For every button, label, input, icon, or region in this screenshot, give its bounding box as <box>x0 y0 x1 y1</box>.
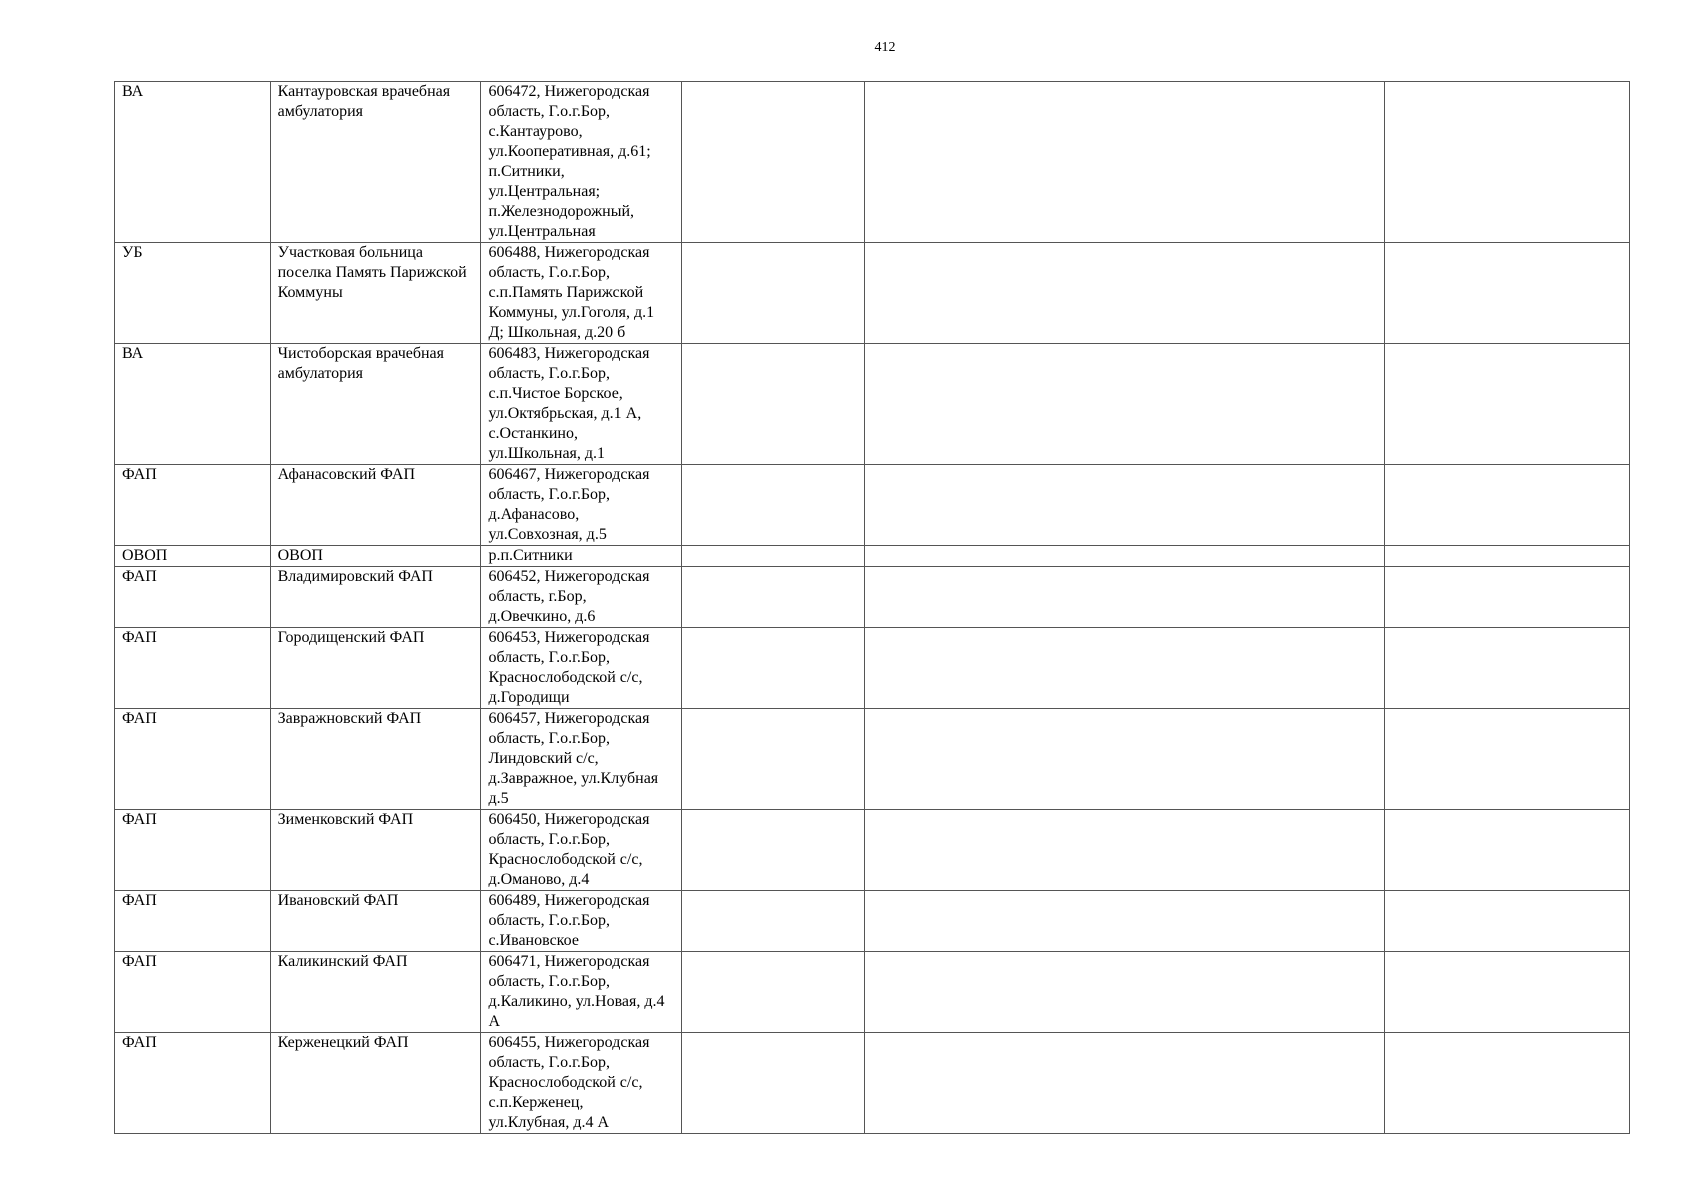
facility-name-cell: Афанасовский ФАП <box>270 465 481 546</box>
facility-address-cell <box>481 810 682 891</box>
facility-address-cell <box>481 567 682 628</box>
address-line: 606483, Нижегородская <box>488 345 650 362</box>
facility-type-cell: ФАП <box>115 465 271 546</box>
address-line: с.Ивановское <box>488 932 579 949</box>
address-line: п.Ситники, <box>488 163 565 180</box>
facility-address-cell <box>481 344 682 465</box>
empty-cell-5 <box>864 1033 1384 1134</box>
address-line: п.Железнодорожный, <box>488 203 634 220</box>
address-line: область, Г.о.г.Бор, <box>488 1054 611 1071</box>
address-line: область, Г.о.г.Бор, <box>488 973 611 990</box>
address-line: область, Г.о.г.Бор, <box>488 103 611 120</box>
facility-name-cell: ОВОП <box>270 546 481 567</box>
empty-cell-4 <box>682 567 865 628</box>
facilities-table <box>114 81 1630 1134</box>
address-line: с.п.Память Парижской <box>488 284 644 301</box>
address-line: с.п.Чистое Борское, <box>488 385 623 402</box>
facility-address-cell <box>481 709 682 810</box>
table-row <box>115 891 1630 952</box>
table-row <box>115 1033 1630 1134</box>
facility-address-cell <box>481 465 682 546</box>
facility-name-cell: Участковая больница поселка Память Парижской Коммуны <box>270 243 481 344</box>
empty-cell-4 <box>682 243 865 344</box>
facility-address-cell <box>481 243 682 344</box>
table-row <box>115 344 1630 465</box>
facility-address-cell <box>481 1033 682 1134</box>
address-line: 606452, Нижегородская <box>488 568 650 585</box>
address-line: д.5 <box>488 790 509 807</box>
address-line: ул.Клубная, д.4 А <box>488 1114 610 1131</box>
facility-name-cell: Чистоборская врачебная амбулатория <box>270 344 481 465</box>
facility-type-cell: ФАП <box>115 628 271 709</box>
empty-cell-4 <box>682 465 865 546</box>
address-line: область, Г.о.г.Бор, <box>488 264 611 281</box>
facility-name-cell: Ивановский ФАП <box>270 891 481 952</box>
address-line: 606453, Нижегородская <box>488 629 650 646</box>
empty-cell-6 <box>1384 1033 1629 1134</box>
facility-name-cell: Городищенский ФАП <box>270 628 481 709</box>
address-line: 606489, Нижегородская <box>488 892 650 909</box>
empty-cell-4 <box>682 810 865 891</box>
address-line: 606457, Нижегородская <box>488 710 650 727</box>
empty-cell-6 <box>1384 344 1629 465</box>
address-line: Линдовский с/с, <box>488 750 599 767</box>
empty-cell-5 <box>864 567 1384 628</box>
address-line: ул.Центральная <box>488 223 596 240</box>
empty-cell-4 <box>682 546 865 567</box>
address-line: 606467, Нижегородская <box>488 466 650 483</box>
address-line: 606455, Нижегородская <box>488 1034 650 1051</box>
address-line: область, Г.о.г.Бор, <box>488 486 611 503</box>
address-line: ул.Школьная, д.1 <box>488 445 606 462</box>
empty-cell-5 <box>864 344 1384 465</box>
address-line: ул.Кооперативная, д.61; <box>488 143 651 160</box>
facility-name-cell: Зименковский ФАП <box>270 810 481 891</box>
address-line: 606450, Нижегородская <box>488 811 650 828</box>
facility-type-cell: ФАП <box>115 709 271 810</box>
table-body <box>115 82 1630 1134</box>
address-line: 606471, Нижегородская <box>488 953 650 970</box>
table-row <box>115 628 1630 709</box>
empty-cell-6 <box>1384 628 1629 709</box>
address-line: Краснослободской с/с, <box>488 669 643 686</box>
empty-cell-5 <box>864 628 1384 709</box>
empty-cell-6 <box>1384 546 1629 567</box>
table-row <box>115 546 1630 567</box>
empty-cell-4 <box>682 628 865 709</box>
empty-cell-6 <box>1384 82 1629 243</box>
facility-address-cell <box>481 82 682 243</box>
table-row <box>115 567 1630 628</box>
table-row <box>115 810 1630 891</box>
address-line: ул.Центральная; <box>488 183 601 200</box>
facility-address-cell <box>481 891 682 952</box>
facility-name-cell: Завражновский ФАП <box>270 709 481 810</box>
address-line: А <box>488 1013 500 1030</box>
empty-cell-6 <box>1384 952 1629 1033</box>
facility-type-cell: ФАП <box>115 1033 271 1134</box>
facility-type-cell: ВА <box>115 82 271 243</box>
address-line: с.Кантаурово, <box>488 123 583 140</box>
facility-name-cell: Каликинский ФАП <box>270 952 481 1033</box>
empty-cell-4 <box>682 952 865 1033</box>
address-line: Краснослободской с/с, <box>488 851 643 868</box>
table-row <box>115 243 1630 344</box>
facility-name-cell: Владимировский ФАП <box>270 567 481 628</box>
empty-cell-4 <box>682 82 865 243</box>
address-line: д.Городищи <box>488 689 570 706</box>
empty-cell-6 <box>1384 891 1629 952</box>
address-line: д.Оманово, д.4 <box>488 871 590 888</box>
address-line: Д; Школьная, д.20 б <box>488 324 626 341</box>
empty-cell-4 <box>682 1033 865 1134</box>
facility-type-cell: ВА <box>115 344 271 465</box>
address-line: ул.Октябрьская, д.1 А, <box>488 405 642 422</box>
address-line: область, Г.о.г.Бор, <box>488 831 611 848</box>
empty-cell-6 <box>1384 465 1629 546</box>
facility-type-cell: УБ <box>115 243 271 344</box>
facility-name-cell: Керженецкий ФАП <box>270 1033 481 1134</box>
address-line: Краснослободской с/с, <box>488 1074 643 1091</box>
empty-cell-6 <box>1384 709 1629 810</box>
address-line: 606472, Нижегородская <box>488 83 650 100</box>
address-line: д.Афанасово, <box>488 506 580 523</box>
table-row <box>115 82 1630 243</box>
address-line: область, Г.о.г.Бор, <box>488 912 611 929</box>
address-line: Коммуны, ул.Гоголя, д.1 <box>488 304 655 321</box>
facility-name-cell: Кантауровская врачебная амбулатория <box>270 82 481 243</box>
empty-cell-4 <box>682 709 865 810</box>
facility-type-cell: ОВОП <box>115 546 271 567</box>
address-line: д.Каликино, ул.Новая, д.4 <box>488 993 665 1010</box>
empty-cell-5 <box>864 243 1384 344</box>
address-line: 606488, Нижегородская <box>488 244 650 261</box>
facility-address-cell <box>481 952 682 1033</box>
address-line: область, Г.о.г.Бор, <box>488 365 611 382</box>
empty-cell-5 <box>864 546 1384 567</box>
facility-type-cell: ФАП <box>115 952 271 1033</box>
facility-type-cell: ФАП <box>115 567 271 628</box>
address-line: ул.Совхозная, д.5 <box>488 526 607 543</box>
empty-cell-4 <box>682 344 865 465</box>
address-line: д.Завражное, ул.Клубная <box>488 770 659 787</box>
address-line: область, Г.о.г.Бор, <box>488 730 611 747</box>
empty-cell-5 <box>864 709 1384 810</box>
facility-address-cell <box>481 546 682 567</box>
facility-type-cell: ФАП <box>115 891 271 952</box>
address-line: р.п.Ситники <box>488 547 573 564</box>
empty-cell-5 <box>864 891 1384 952</box>
address-line: д.Овечкино, д.6 <box>488 608 596 625</box>
empty-cell-5 <box>864 82 1384 243</box>
empty-cell-6 <box>1384 810 1629 891</box>
empty-cell-5 <box>864 952 1384 1033</box>
address-line: область, Г.о.г.Бор, <box>488 649 611 666</box>
address-line: с.п.Керженец, <box>488 1094 584 1111</box>
empty-cell-6 <box>1384 243 1629 344</box>
empty-cell-5 <box>864 465 1384 546</box>
facility-address-cell <box>481 628 682 709</box>
table-row <box>115 709 1630 810</box>
table-row <box>115 952 1630 1033</box>
page-number: 412 <box>874 40 896 55</box>
empty-cell-4 <box>682 891 865 952</box>
empty-cell-6 <box>1384 567 1629 628</box>
empty-cell-5 <box>864 810 1384 891</box>
facility-type-cell: ФАП <box>115 810 271 891</box>
address-line: с.Останкино, <box>488 425 578 442</box>
table-row <box>115 465 1630 546</box>
address-line: область, г.Бор, <box>488 588 587 605</box>
